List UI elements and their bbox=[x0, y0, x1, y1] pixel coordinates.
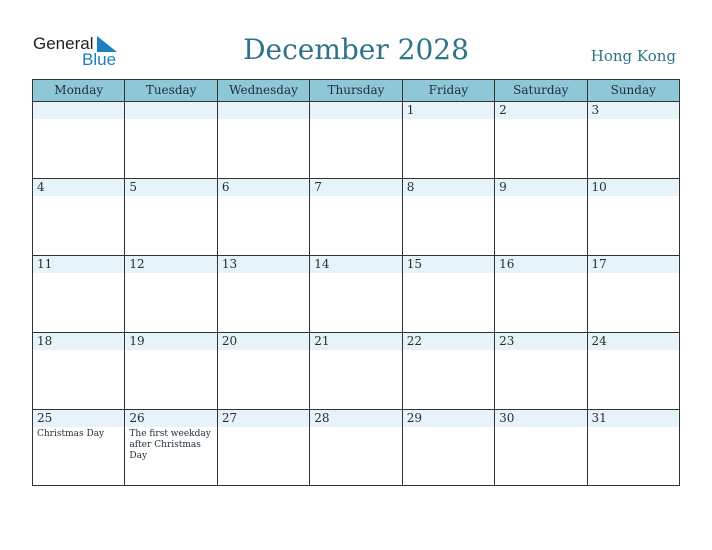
day-cell bbox=[309, 102, 401, 178]
day-cell bbox=[309, 333, 401, 409]
weekday-thursday: Thursday bbox=[309, 80, 401, 101]
day-number: 18 bbox=[37, 334, 53, 348]
day-header-band bbox=[495, 179, 586, 196]
day-cell bbox=[309, 410, 401, 486]
calendar-week bbox=[33, 102, 679, 179]
day-number: 9 bbox=[499, 180, 507, 194]
day-number: 29 bbox=[406, 411, 422, 425]
day-cell bbox=[494, 102, 586, 178]
day-number: 8 bbox=[406, 180, 415, 194]
day-cell bbox=[124, 333, 216, 409]
day-number: 1 bbox=[406, 103, 415, 117]
calendar-week bbox=[33, 410, 679, 486]
day-number: 15 bbox=[406, 257, 422, 271]
day-cell bbox=[309, 256, 401, 332]
day-number: 23 bbox=[499, 334, 515, 348]
day-number: 6 bbox=[221, 180, 230, 194]
day-cell bbox=[309, 179, 401, 255]
day-number: 25 bbox=[37, 411, 53, 425]
weekday-monday: Monday bbox=[54, 83, 104, 97]
day-number: 28 bbox=[314, 411, 330, 425]
day-header-band bbox=[125, 102, 216, 119]
day-cell bbox=[494, 256, 586, 332]
day-number: 5 bbox=[129, 180, 138, 194]
day-cell bbox=[402, 333, 494, 409]
day-header-band bbox=[310, 102, 401, 119]
day-cell bbox=[217, 256, 309, 332]
day-header-band bbox=[218, 179, 309, 196]
day-cell bbox=[494, 410, 586, 486]
day-number: 3 bbox=[591, 103, 600, 117]
day-number: 26 bbox=[129, 411, 145, 425]
day-number: 20 bbox=[221, 334, 238, 348]
day-cell bbox=[494, 333, 586, 409]
day-number: 22 bbox=[406, 334, 422, 348]
day-cell bbox=[33, 333, 124, 409]
day-cell bbox=[402, 102, 494, 178]
day-cell bbox=[587, 102, 679, 178]
day-number: 7 bbox=[314, 180, 322, 194]
day-cell bbox=[402, 179, 494, 255]
day-number: 19 bbox=[129, 334, 145, 348]
day-header-band bbox=[33, 179, 124, 196]
day-cell bbox=[124, 179, 216, 255]
calendar-week bbox=[33, 179, 679, 256]
calendar-grid bbox=[32, 79, 680, 486]
day-cell bbox=[587, 410, 679, 486]
day-header-band bbox=[495, 102, 586, 119]
day-header-band bbox=[33, 102, 124, 119]
day-header-band bbox=[403, 179, 494, 196]
day-cell bbox=[33, 256, 124, 332]
page-title: December 2028 bbox=[243, 33, 469, 66]
calendar-week bbox=[33, 333, 679, 410]
logo-word-blue: Blue bbox=[82, 50, 117, 69]
day-header-band bbox=[588, 102, 679, 119]
day-cell bbox=[587, 333, 679, 409]
calendar-weeks bbox=[33, 102, 679, 486]
day-number: 24 bbox=[591, 334, 607, 348]
day-cell bbox=[33, 410, 124, 486]
calendar-week bbox=[33, 256, 679, 333]
day-number: 27 bbox=[221, 411, 238, 425]
day-number: 10 bbox=[591, 180, 607, 194]
logo-word-general: General bbox=[33, 34, 94, 53]
weekday-tuesday: Tuesday bbox=[124, 80, 216, 101]
day-number: 2 bbox=[499, 103, 507, 117]
day-number: 31 bbox=[591, 411, 607, 425]
day-cell bbox=[494, 179, 586, 255]
day-cell bbox=[217, 410, 309, 486]
day-cell bbox=[217, 102, 309, 178]
day-number: 4 bbox=[37, 180, 45, 194]
day-number: 21 bbox=[314, 334, 330, 348]
day-number: 12 bbox=[129, 257, 145, 271]
day-cell bbox=[124, 102, 216, 178]
holiday-label: The first weekday after Christmas Day bbox=[129, 429, 211, 461]
day-cell bbox=[124, 410, 216, 486]
day-cell bbox=[587, 179, 679, 255]
weekday-sunday: Sunday bbox=[587, 80, 679, 101]
region-label: Hong Kong bbox=[590, 47, 676, 65]
weekday-saturday: Saturday bbox=[494, 80, 586, 101]
day-cell bbox=[402, 256, 494, 332]
holiday-label: Christmas Day bbox=[37, 429, 105, 439]
day-cell bbox=[217, 333, 309, 409]
day-header-band bbox=[403, 102, 494, 119]
weekday-friday: Friday bbox=[402, 80, 494, 101]
day-number: 16 bbox=[499, 257, 515, 271]
day-header-band bbox=[310, 179, 401, 196]
day-number: 30 bbox=[499, 411, 515, 425]
day-cell bbox=[124, 256, 216, 332]
day-cell bbox=[33, 102, 124, 178]
day-cell bbox=[217, 179, 309, 255]
day-number: 14 bbox=[314, 257, 330, 271]
weekday-header bbox=[33, 80, 679, 102]
day-number: 11 bbox=[37, 257, 53, 271]
day-number: 13 bbox=[221, 257, 238, 271]
day-header-band bbox=[218, 102, 309, 119]
day-cell bbox=[33, 179, 124, 255]
day-number: 17 bbox=[591, 257, 607, 271]
weekday-wednesday: Wednesday bbox=[217, 80, 309, 101]
day-header-band bbox=[125, 179, 216, 196]
day-cell bbox=[587, 256, 679, 332]
day-cell bbox=[402, 410, 494, 486]
